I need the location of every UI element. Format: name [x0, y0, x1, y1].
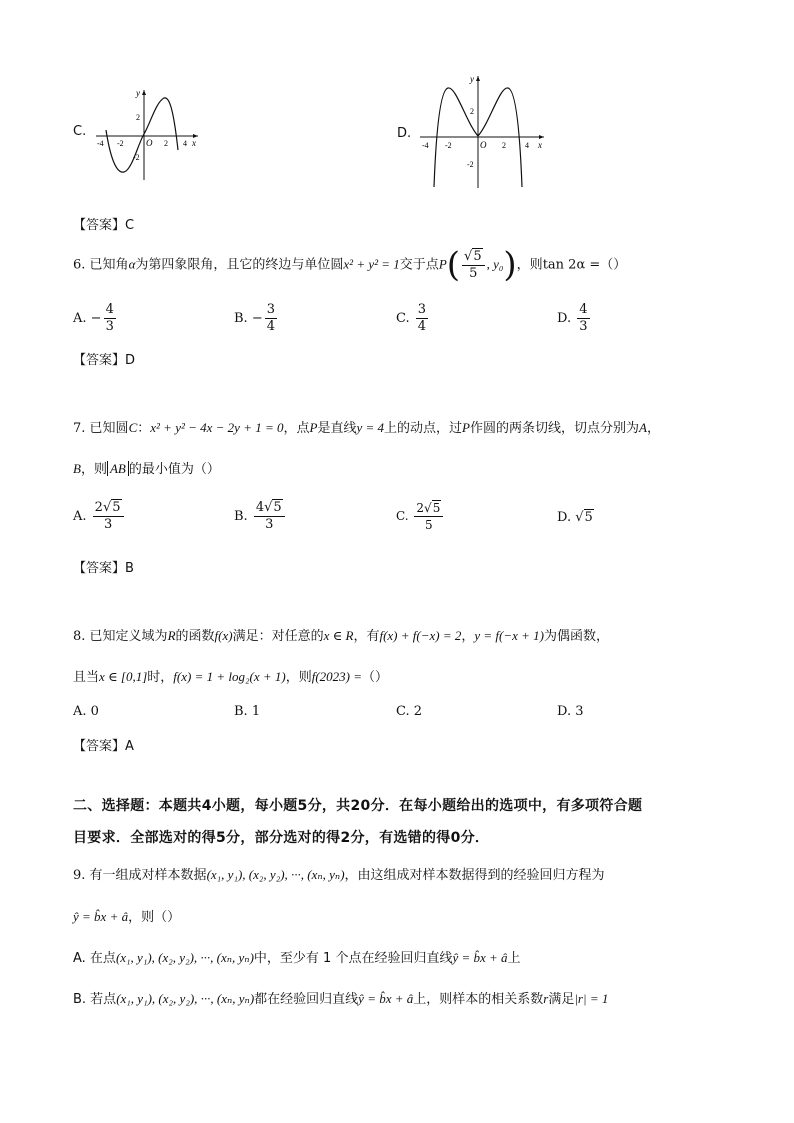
q8-option-a[interactable]: A. 0 — [73, 704, 99, 719]
y-label: y — [136, 88, 140, 98]
curve-c — [106, 98, 178, 172]
graph-c — [92, 88, 204, 184]
x-tick: -4 — [422, 141, 429, 150]
x-tick: 2 — [164, 139, 168, 148]
x-tick: -2 — [117, 139, 124, 148]
origin-label: O — [480, 140, 487, 150]
question-8-line1: 8. 已知定义域为R的函数f(x)满足：对任意的x ∈ R，有f(x) + f(−x) = 2，y = f(−x + 1)为偶函数， — [73, 628, 610, 644]
q6-option-d[interactable]: D. $\frac{4}{3}$ — [557, 302, 588, 334]
section-2-heading-line1: 二、选择题：本题共4小题，每小题5分，共20分．在每小题给出的选项中，有多项符合题 — [73, 798, 643, 814]
q7-option-a[interactable]: A. $\frac{2√5}{3}$ — [73, 500, 126, 533]
x-tick: 4 — [525, 141, 529, 150]
graph-d — [416, 74, 550, 190]
q7-option-b[interactable]: B. $\frac{4√5}{3}$ — [234, 500, 287, 533]
question-9-line2: ŷ = b̂x + â，则（） — [73, 909, 181, 925]
question-9-line1: 9. 有一组成对样本数据(x₁, y₁), (x₂, y₂), ···, (xₙ, yₙ)，由这组成对样本数据得到的经验回归方程为 — [73, 867, 605, 883]
q7-option-c[interactable]: C. $\frac{2√5}{5}$ — [396, 500, 445, 533]
answer-q6: 【答案】D — [73, 353, 136, 368]
q9-option-a[interactable]: A. 在点(x₁, y₁), (x₂, y₂), ···, (xₙ, yₙ)中，至少有 1 个点在经验回归直线ŷ = b̂x + â上 — [73, 950, 521, 966]
q8-option-d[interactable]: D. 3 — [557, 704, 584, 719]
answer-q8: 【答案】A — [73, 739, 134, 754]
x-tick: 2 — [502, 141, 506, 150]
origin-label: O — [146, 138, 153, 148]
y-tick: 2 — [470, 107, 474, 116]
y-tick: -2 — [133, 153, 140, 162]
x-label: x — [192, 138, 196, 148]
q8-option-b[interactable]: B. 1 — [234, 704, 261, 719]
answer-q5: 【答案】C — [73, 218, 135, 233]
q9-option-b[interactable]: B. 若点(x₁, y₁), (x₂, y₂), ···, (xₙ, yₙ)都在经验回归直线ŷ = b̂x + â上，则样本的相关系数r满足|r| = 1 — [73, 991, 609, 1007]
option-c-label: C. — [73, 124, 87, 139]
question-7-line1: 7. 已知圆C：x² + y² − 4x − 2y + 1 = 0，点P是直线y = 4上的动点，过P作圆的两条切线，切点分别为A， — [73, 420, 660, 436]
x-tick: 4 — [183, 139, 187, 148]
question-7-line2: B，则 AB 的最小值为（） — [73, 461, 220, 477]
question-8-line2: 且当x ∈ [0,1]时，f(x) = 1 + log₂(x + 1)，则f(2023) =（） — [73, 669, 389, 685]
x-tick: -4 — [97, 139, 104, 148]
y-tick: 2 — [136, 113, 140, 122]
q6-option-c[interactable]: C. $\frac{3}{4}$ — [396, 302, 427, 334]
x-tick: -2 — [445, 141, 452, 150]
q8-option-c[interactable]: C. 2 — [396, 704, 423, 719]
q6-option-b[interactable]: B. − $\frac{3}{4}$ — [234, 302, 276, 334]
option-d-label: D. — [397, 126, 412, 141]
question-6: 6. 已知角α为第四象限角，且它的终边与单位圆x² + y² = 1交于点P( $\frac{√5}{5}$ , y₀)，则tan 2α =（） — [73, 245, 627, 285]
q7-option-d[interactable]: D. √5 — [557, 510, 593, 525]
y-tick: -2 — [467, 160, 474, 169]
q6-option-a[interactable]: A. − $\frac{4}{3}$ — [73, 302, 114, 334]
section-2-heading-line2: 目要求．全部选对的得5分，部分选对的得2分，有选错的得0分． — [73, 830, 490, 846]
x-label: x — [538, 140, 542, 150]
y-label: y — [470, 74, 474, 84]
answer-q7: 【答案】B — [73, 561, 134, 576]
